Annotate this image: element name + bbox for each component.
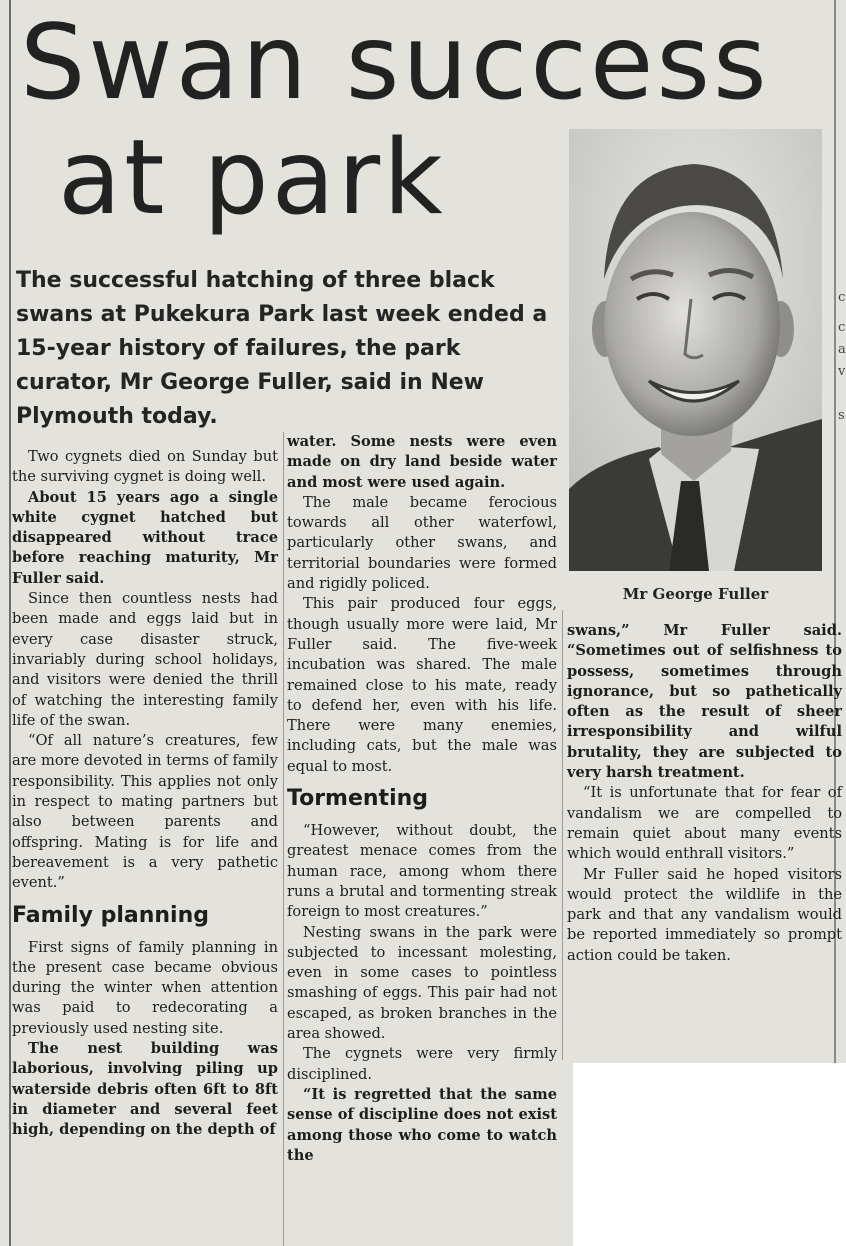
article-column-2 [287,432,557,1166]
headline-line-1: Swan success [20,3,770,123]
intro-paragraph: The successful hatching of three black swans at Pukekura Park last week ended a 15-year history of failures, the park curator, Mr George Fuller, said in New Plymouth today. [16,268,548,429]
article-paragraph: “It is unfortunate that for fear of vandalism we are compelled to remain quiet about many events which would enthrall visitors.” [567,784,842,863]
left-border-rule [9,0,11,1246]
column-divider-2 [562,610,563,1060]
blank-paper-area [573,1063,846,1246]
article-paragraph: This pair produced four eggs, though usually more were laid, Mr Fuller said. The five-week incubation was shared. The male remained close to his mate, ready to defend her, even with his life. There were many enemies, including cats, but the male was equal to most. [287,595,557,775]
article-paragraph: Since then countless nests had been made and eggs laid but in every case disaster struck, invariably during school holidays, and visitors were denied the thrill of watching the interesting family life of the swan. [12,590,278,729]
article-paragraph: The cygnets were very firmly disciplined. [287,1045,557,1083]
article-paragraph: “It is regretted that the same sense of discipline does not exist among those who come to watch the [287,1085,557,1164]
column-divider-1 [283,432,284,1246]
article-paragraph: The male became ferocious towards all other waterfowl, particularly other swans, and territorial boundaries were formed and rigidly policed. [287,493,557,593]
section-subheading: Tormenting [287,786,429,812]
article-paragraph: Nesting swans in the park were subjected to incessant molesting, even in some cases to pointless smashing of eggs. This pair had not escaped, as broken branches in the area showed. [287,923,557,1043]
article-paragraph: “Of all nature’s creatures, few are more devoted in terms of family responsibility. This applies not only in respect to mating partners but also between parents and offspring. Mating is for life and bereavement is a very pathetic event.” [12,732,278,892]
article-paragraph: Two cygnets died on Sunday but the surviving cygnet is doing well. [12,448,278,486]
article-paragraph: water. Some nests were even made on dry land beside water and most were used again. [287,433,557,491]
article-column-3 [567,621,842,966]
headline-line-2: at park [58,118,446,238]
article-paragraph: The nest building was laborious, involving piling up waterside debris often 6ft to 8ft in diameter and several feet high, depending on the depth of [12,1040,278,1139]
article-paragraph: About 15 years ago a single white cygnet hatched but disappeared without trace before reaching maturity, Mr Fuller said. [12,488,278,587]
article-column-1 [12,447,278,1141]
article-paragraph: swans,” Mr Fuller said. “Sometimes out of selfishness to possess, sometimes through ignorance, but so pathetically often as the result of sheer irresponsibility and wilful brutality, they are subjected to very harsh treatment. [567,622,842,782]
article-paragraph: “However, without doubt, the greatest menace comes from the human race, among whom there runs a brutal and tormenting streak foreign to most creatures.” [287,822,557,921]
article-paragraph: Mr Fuller said he hoped visitors would protect the wildlife in the park and that any vandalism would be reported immediately so prompt action could be taken. [567,865,842,964]
newspaper-clipping: Swan success at park The successful hatching of three black swans at Pukekura Park last week ended a 15-year history of failures, the park curator, Mr George Fuller, said in New Plymouth today. Mr George Fuller Two cygnets died on Sunday but the surviving cygnet is doing well. About 15 years ago a single white cygnet hatched but disappeared without trace before reaching maturity, Mr Fuller said. Since then countless nests had been made and eggs laid but in every case disaster struck, invariably during school holidays, and visitors were denied the thrill of watching the interesting family life of the swan. “Of all nature’s creatures, few are more devoted in terms of family responsibility. This applies not only in respect to mating partners but also between parents and offspring. Mating is for life and bereavement is a very pathetic event.” Family planning First signs of family planning in the present case became obvious during the winter when attention was paid to redecorating a previously used nesting site. The nest building was laborious, involving piling up waterside debris often 6ft to 8ft in diameter and several feet high, depending on the depth of water. Some nests were even made on dry land beside water and most were used again. The male became ferocious towards all other waterfowl, particularly other swans, and territorial boundaries were formed and rigidly policed. This pair produced four eggs, though usually more were laid, Mr Fuller said. The five-week incubation was shared. The male remained close to his mate, ready to defend her, even with his life. There were many enemies, including cats, but the male was equal to most. Tormenting “However, without doubt, the greatest menace comes from the human race, among whom there runs a brutal and tormenting streak foreign to most creatures.” Nesting swans in the park were subjected to incessant molesting, even in some cases to pointless smashing of eggs. This pair had not escaped, as broken branches in the area showed. The cygnets were very firmly disciplined. “It is regretted that the same sense of discipline does not exist among those who come to watch the swans,” Mr Fuller said. “Sometimes out of selfishness to possess, sometimes through ignorance, but so pathetically often as the result of sheer irresponsibility and wilful brutality, they are subjected to very harsh treatment. “It is unfortunate that for fear of vandalism we are compelled to remain quiet about many events which would enthrall visitors.” Mr Fuller said he hoped visitors would protect the wildlife in the park and that any vandalism would be reported immediately so prompt action could be taken. c c a v s [0,0,846,1246]
portrait-photo [569,129,822,571]
article-paragraph: First signs of family planning in the present case became obvious during the winter when attention was paid to redecorating a previously used nesting site. [12,938,278,1037]
section-subheading: Family planning [12,902,210,928]
photo-caption: Mr George Fuller [622,585,769,603]
